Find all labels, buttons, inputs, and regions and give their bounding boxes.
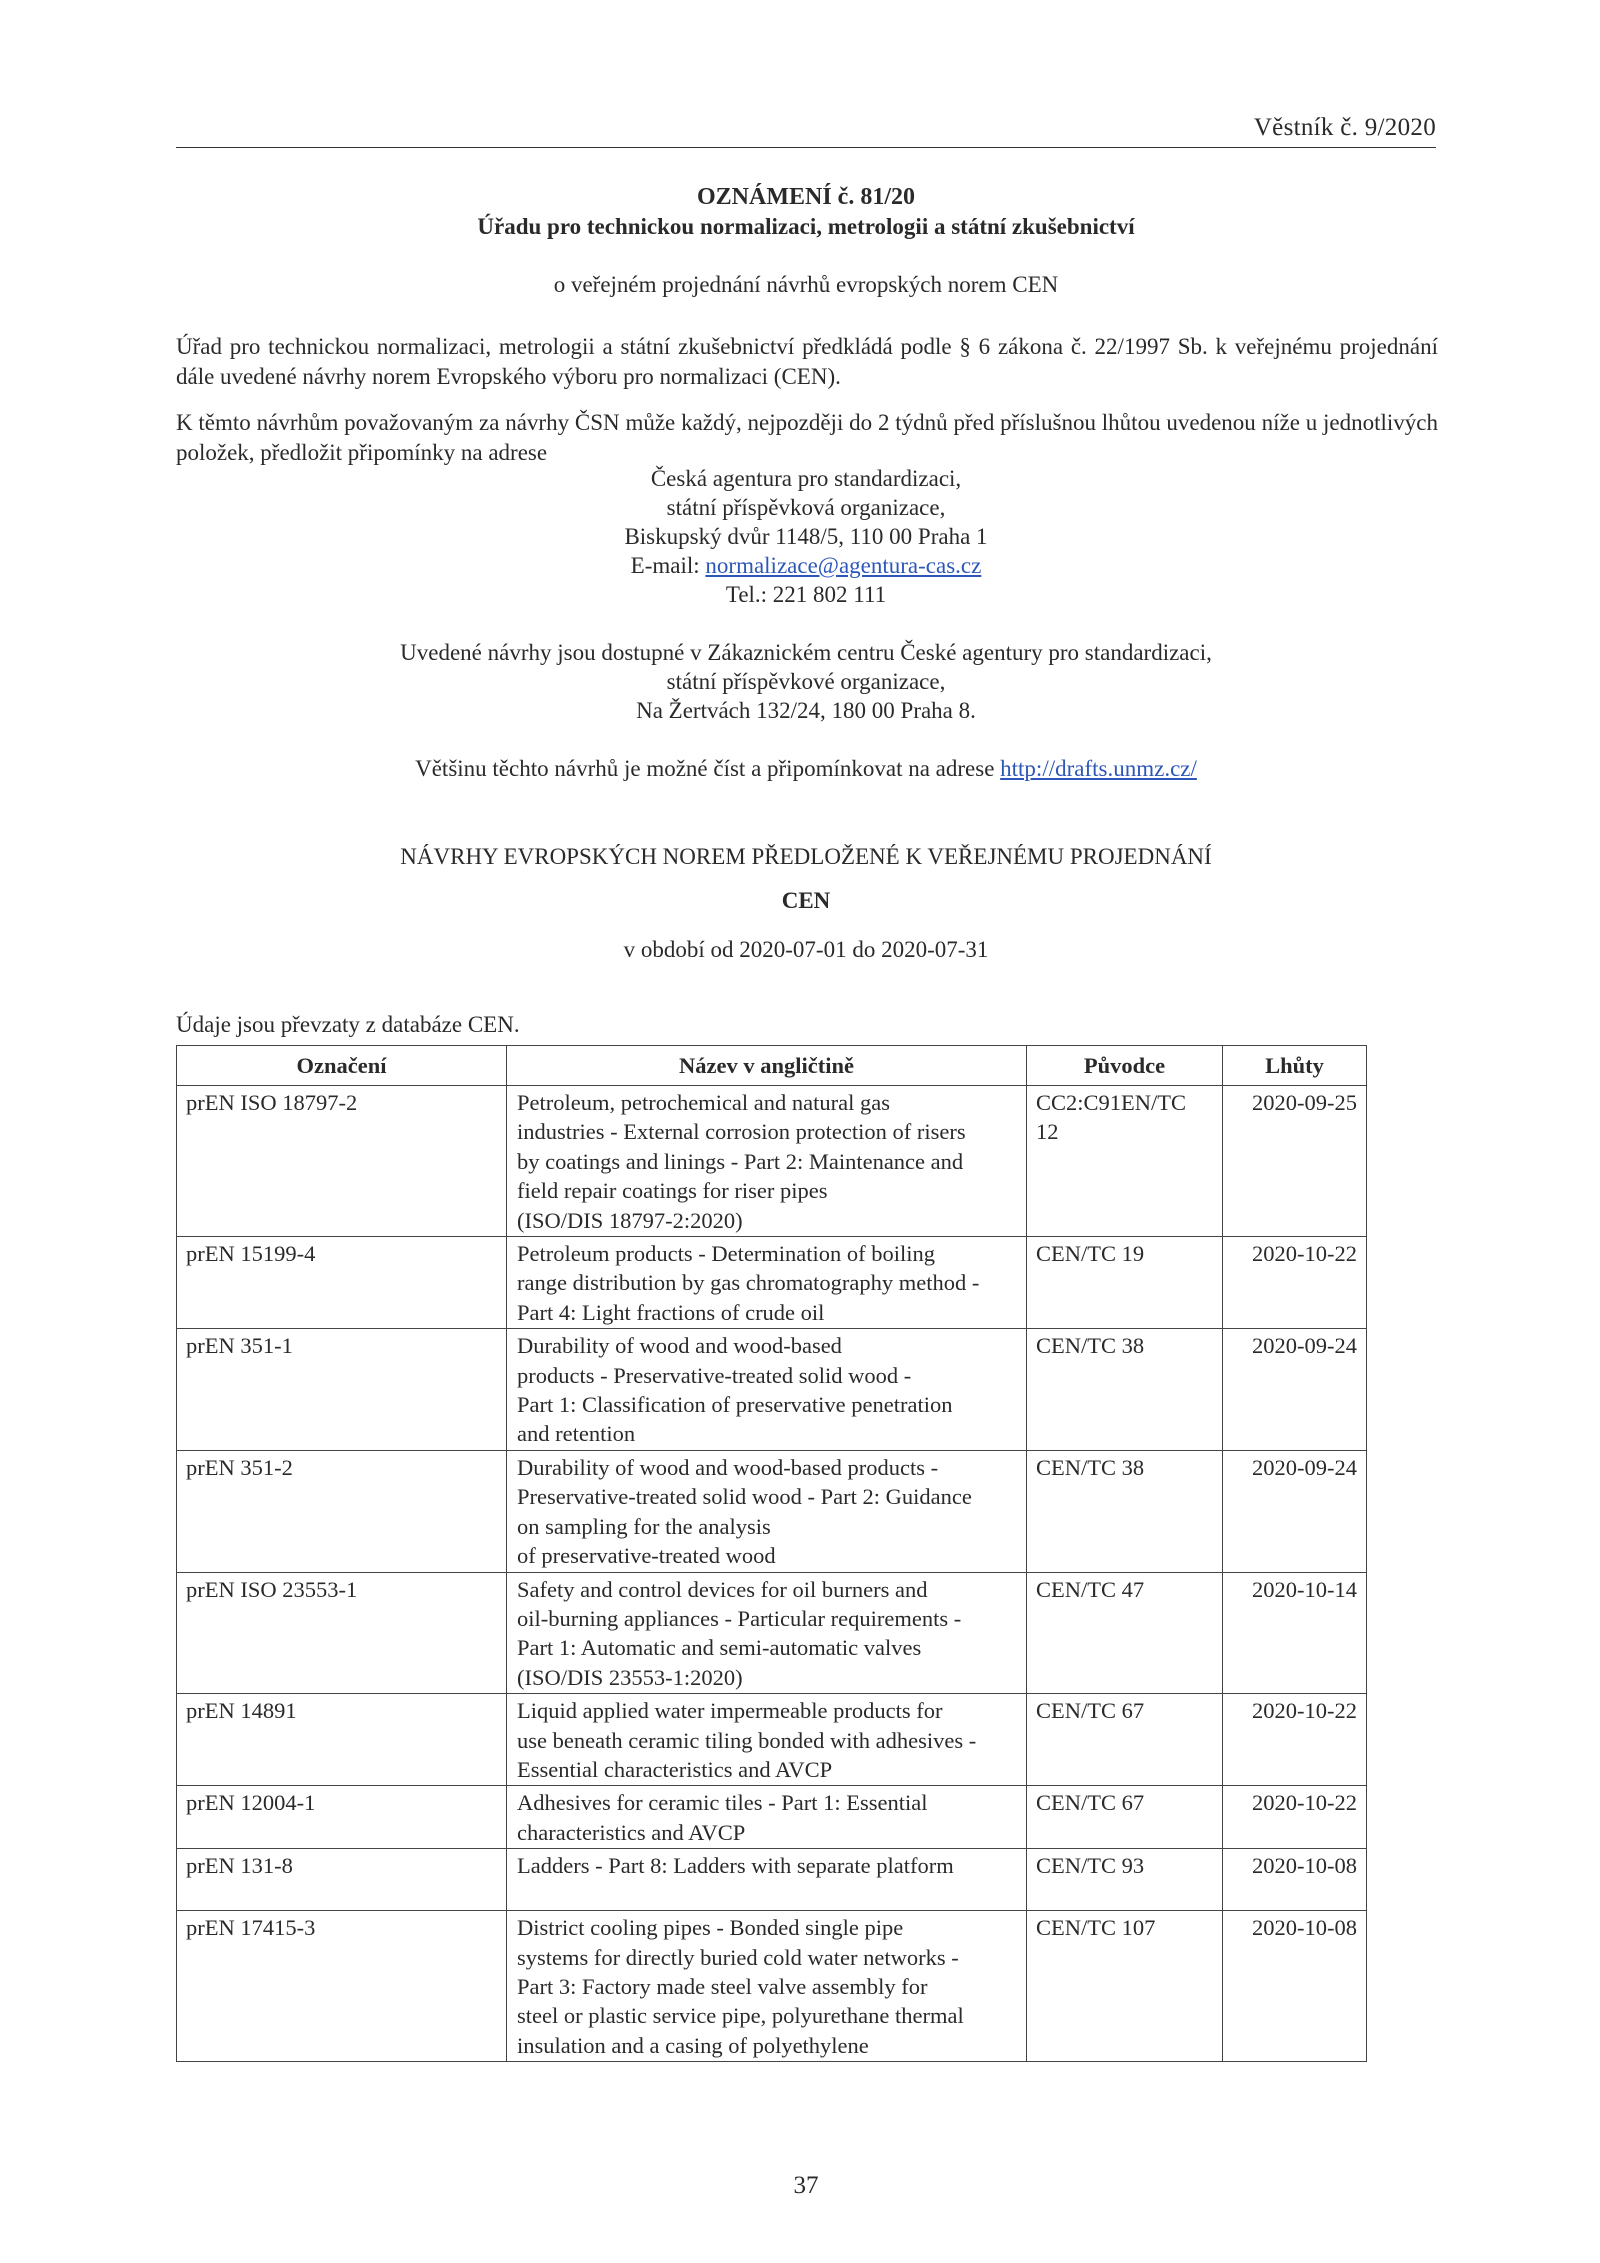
header-rule xyxy=(176,147,1436,148)
period-label: v období od 2020-07-01 do 2020-07-31 xyxy=(623,937,989,962)
cell-designation: prEN 17415-3 xyxy=(177,1911,507,2062)
cell-deadline: 2020-09-24 xyxy=(1223,1450,1367,1572)
cell-designation: prEN 15199-4 xyxy=(177,1237,507,1329)
cell-deadline: 2020-09-25 xyxy=(1223,1086,1367,1237)
source-note: Údaje jsou převzaty z databáze CEN. xyxy=(176,1012,520,1037)
table-row xyxy=(177,1572,1367,1694)
email-link[interactable]: normalizace@agentura-cas.cz xyxy=(705,553,982,578)
cell-english-title: Petroleum, petrochemical and natural gas industries - External corrosion protection of risers by coatings and linings - Part 2: Maintenance and field repair coatings for riser pipes (ISO/DIS 18797-2:2020) xyxy=(507,1086,1027,1237)
cell-deadline: 2020-09-24 xyxy=(1223,1329,1367,1451)
cell-english-title: Petroleum products - Determination of boiling range distribution by gas chromatography method - Part 4: Light fractions of crude oil xyxy=(507,1237,1027,1329)
cell-english-title: Adhesives for ceramic tiles - Part 1: Essential characteristics and AVCP xyxy=(507,1786,1027,1849)
comments-paragraph: K těmto návrhům považovaným za návrhy ČSN může každý, nejpozději do 2 týdnů před příslušnou lhůtou uvedenou níže u jednotlivých položek, předložit připomínky na adrese xyxy=(176,410,1438,465)
cell-deadline: 2020-10-22 xyxy=(1223,1694,1367,1786)
address-line-2: státní příspěvková organizace, xyxy=(666,495,946,520)
cell-originator: CEN/TC 107 xyxy=(1027,1911,1223,2062)
comment-text: Většinu těchto návrhů je možné číst a připomínkovat na adrese xyxy=(415,756,1001,781)
cell-deadline: 2020-10-08 xyxy=(1223,1911,1367,2062)
cell-deadline: 2020-10-14 xyxy=(1223,1572,1367,1694)
cell-deadline: 2020-10-08 xyxy=(1223,1849,1367,1911)
standards-table xyxy=(176,1045,1367,2062)
availability-line-2: státní příspěvkové organizace, xyxy=(666,669,946,694)
comment-line xyxy=(176,756,1436,782)
address-line-1: Česká agentura pro standardizaci, xyxy=(650,466,962,491)
notice-subtitle: o veřejném projednání návrhů evropských norem CEN xyxy=(553,272,1059,297)
cell-designation: prEN 351-2 xyxy=(177,1450,507,1572)
journal-header: Věstník č. 9/2020 xyxy=(1253,114,1436,141)
cell-originator: CEN/TC 67 xyxy=(1027,1694,1223,1786)
availability-line-1: Uvedené návrhy jsou dostupné v Zákaznickém centru České agentury pro standardizaci, xyxy=(400,640,1212,665)
table-row xyxy=(177,1694,1367,1786)
drafts-link[interactable]: http://drafts.unmz.cz/ xyxy=(1000,756,1197,781)
cell-english-title: Durability of wood and wood-based products - Preservative-treated solid wood - Part 2: Guidance on sampling for the analysis of preservative-treated wood xyxy=(507,1450,1027,1572)
cell-originator: CEN/TC 93 xyxy=(1027,1849,1223,1911)
cell-originator: CEN/TC 67 xyxy=(1027,1786,1223,1849)
cell-english-title: Safety and control devices for oil burners and oil-burning appliances - Particular requirements - Part 1: Automatic and semi-automatic valves (ISO/DIS 23553-1:2020) xyxy=(507,1572,1027,1694)
cell-english-title: Durability of wood and wood-based products - Preservative-treated solid wood - Part 1: Classification of preservative penetration and retention xyxy=(507,1329,1027,1451)
email-line xyxy=(176,553,1436,579)
cell-english-title: Ladders - Part 8: Ladders with separate platform xyxy=(507,1849,1027,1911)
table-row xyxy=(177,1786,1367,1849)
cell-deadline: 2020-10-22 xyxy=(1223,1237,1367,1329)
cell-originator: CEN/TC 47 xyxy=(1027,1572,1223,1694)
organization-label: CEN xyxy=(781,888,831,913)
address-line-3: Biskupský dvůr 1148/5, 110 00 Praha 1 xyxy=(624,524,988,549)
cell-originator: CC2:C91EN/TC 12 xyxy=(1027,1086,1223,1237)
cell-designation: prEN 12004-1 xyxy=(177,1786,507,1849)
cell-originator: CEN/TC 38 xyxy=(1027,1450,1223,1572)
cell-deadline: 2020-10-22 xyxy=(1223,1786,1367,1849)
table-row xyxy=(177,1329,1367,1451)
column-header-id: Označení xyxy=(177,1046,507,1086)
section-title: NÁVRHY EVROPSKÝCH NOREM PŘEDLOŽENÉ K VEŘEJNÉMU PROJEDNÁNÍ xyxy=(400,844,1212,869)
table-row xyxy=(177,1086,1367,1237)
email-label: E-mail: xyxy=(630,553,706,578)
column-header-name: Název v angličtině xyxy=(507,1046,1027,1086)
cell-english-title: Liquid applied water impermeable products for use beneath ceramic tiling bonded with adhesives - Essential characteristics and AVCP xyxy=(507,1694,1027,1786)
notice-title: OZNÁMENÍ č. 81/20 xyxy=(697,184,915,210)
cell-designation: prEN 131-8 xyxy=(177,1849,507,1911)
table-row xyxy=(177,1849,1367,1911)
notice-authority: Úřadu pro technickou normalizaci, metrologii a státní zkušebnictví xyxy=(477,214,1135,239)
cell-designation: prEN 351-1 xyxy=(177,1329,507,1451)
table-row xyxy=(177,1450,1367,1572)
table-row xyxy=(177,1911,1367,2062)
cell-english-title: District cooling pipes - Bonded single pipe systems for directly buried cold water networks - Part 3: Factory made steel valve assembly for steel or plastic service pipe, polyurethane thermal insulation and a casing of polyethylene xyxy=(507,1911,1027,2062)
column-header-deadline: Lhůty xyxy=(1223,1046,1367,1086)
availability-line-3: Na Žertvách 132/24, 180 00 Praha 8. xyxy=(636,698,976,723)
cell-designation: prEN 14891 xyxy=(177,1694,507,1786)
table-row xyxy=(177,1237,1367,1329)
phone-line: Tel.: 221 802 111 xyxy=(725,582,887,607)
cell-designation: prEN ISO 23553-1 xyxy=(177,1572,507,1694)
cell-originator: CEN/TC 19 xyxy=(1027,1237,1223,1329)
page-number: 37 xyxy=(793,2172,819,2199)
cell-originator: CEN/TC 38 xyxy=(1027,1329,1223,1451)
intro-paragraph: Úřad pro technickou normalizaci, metrologii a státní zkušebnictví předkládá podle § 6 zákona č. 22/1997 Sb. k veřejnému projednání dále uvedené návrhy norem Evropského výboru pro normalizaci (CEN). xyxy=(176,334,1438,389)
table-header-row xyxy=(177,1046,1367,1086)
table-body xyxy=(177,1086,1367,2062)
column-header-origin: Původce xyxy=(1027,1046,1223,1086)
cell-designation: prEN ISO 18797-2 xyxy=(177,1086,507,1237)
